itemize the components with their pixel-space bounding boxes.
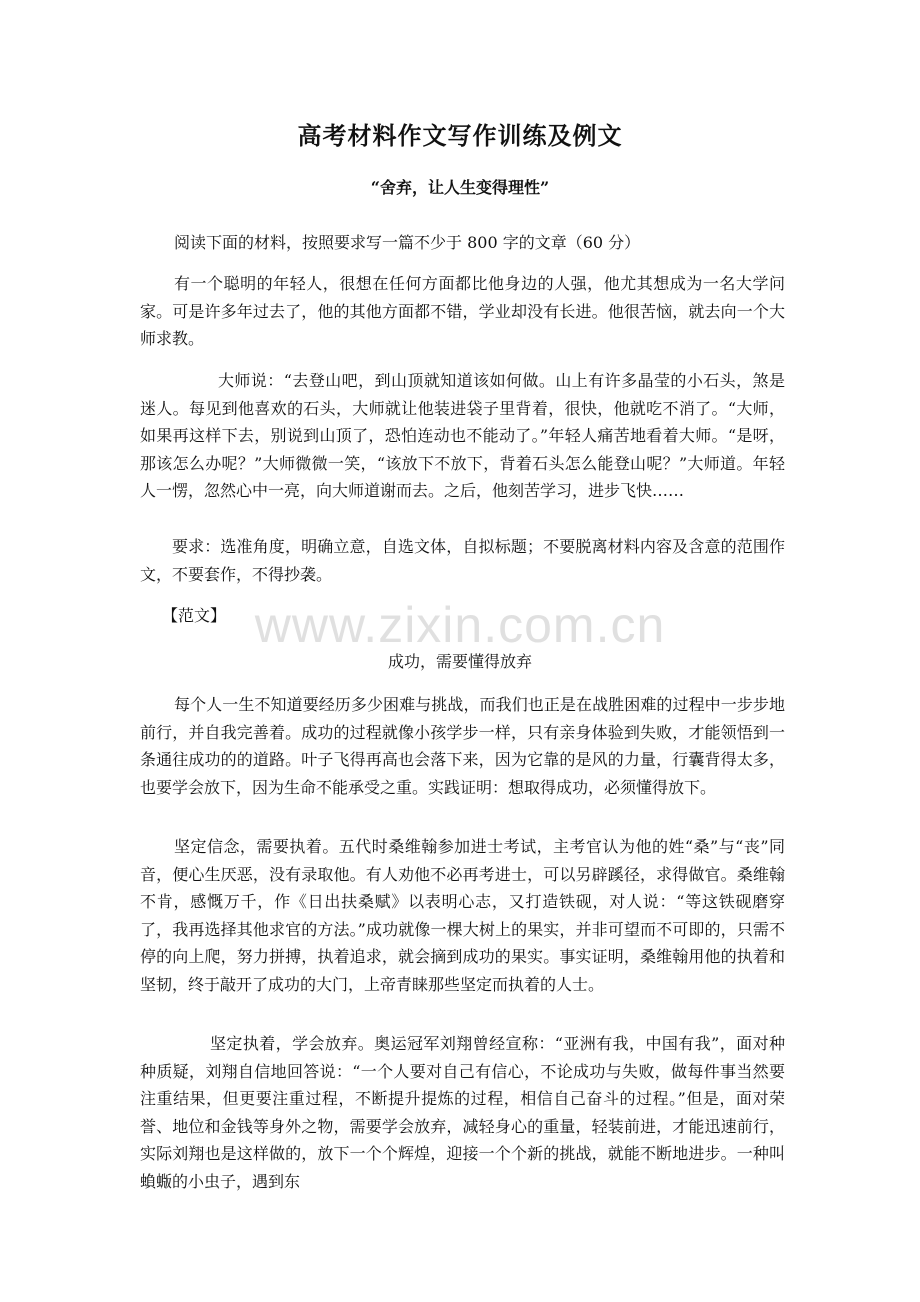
material-paragraph: 大师说：“去登山吧，到山顶就知道该如何做。山上有许多晶莹的小石头，煞是迷人。每见到他喜欢的石头，大师就让他装进袋子里背着，很快，他就吃不消了。“大师，如果再这样下去，别说到山顶了，恐怕连动也不能动了。”年轻人痛苦地看着大师。“是呀，那该怎么办呢？”大师微微一笑，“该放下不放下，背着石头怎么能登山呢？”大师道。年轻人一愣，忽然心中一亮，向大师道谢而去。之后，他刻苦学习，进步飞快…… [140, 371, 785, 500]
essay-title: 成功，需要懂得放弃 [387, 652, 532, 671]
requirement-paragraph: 要求：选准角度，明确立意，自选文体，自拟标题；不要脱离材料内容及含意的范围作文，不要套作，不得抄袭。 [140, 537, 785, 584]
document-title: 高考材料作文写作训练及例文 [297, 121, 623, 150]
material-paragraph: 有一个聪明的年轻人，很想在任何方面都比他身边的人强，他尤其想成为一名大学问家。可是许多年过去了，他的其他方面都不错，学业却没有长进。他很苦恼，就去向一个大师求教。 [140, 274, 785, 348]
essay-paragraph: 坚定信念，需要执着。五代时桑维翰参加进士考试，主考官认为他的姓“桑”与“丧”同音，便心生厌恶，没有录取他。有人劝他不必再考进士，可以另辟蹊径，求得做官。桑维翰不肯，感慨万千，作《日出扶桑赋》以表明心志，又打造铁砚，对人说：“等这铁砚磨穿了，我再选择其他求官的方法。”成功就像一棵大树上的果实，并非可望而不可即的，只需不停的向上爬，努力拼搏，执着追求，就会摘到成功的果实。事实证明，桑维翰用他的执着和坚韧，终于敲开了成功的大门，上帝青睐那些坚定而执着的人士。 [140, 837, 785, 994]
example-label: 【范文】 [162, 606, 227, 625]
document-subtitle: “舍弃，让人生变得理性” [370, 178, 550, 197]
essay-paragraph: 坚定执着，学会放弃。奥运冠军刘翔曾经宣称：“亚洲有我，中国有我”，面对种种质疑，刘翔自信地回答说：“一个人要对自己有信心，不论成功与失败，做每件事当然要注重结果，但更要注重过程，不断提升提炼的过程，相信自己奋斗的过程。”但是，面对荣誉、地位和金钱等身外之物，需要学会放弃，减轻身心的重量，轻装前进，才能迅速前行，实际刘翔也是这样做的，放下一个个辉煌，迎接一个个新的挑战，就能不断地进步。一种叫蝜蝂的小虫子，遇到东 [140, 1034, 785, 1191]
watermark: www.zixin.com.cn [254, 597, 666, 653]
instruction-paragraph: 阅读下面的材料，按照要求写一篇不少于 800 字的文章（60 分） [174, 233, 641, 252]
essay-paragraph: 每个人一生不知道要经历多少困难与挑战，而我们也正是在战胜困难的过程中一步步地前行，并自我完善着。成功的过程就像小孩学步一样，只有亲身体验到失败，才能领悟到一条通往成功的的道路。叶子飞得再高也会落下来，因为它靠的是风的力量，行囊背得太多，也要学会放下，因为生命不能承受之重。实践证明：想取得成功，必须懂得放下。 [140, 695, 785, 797]
